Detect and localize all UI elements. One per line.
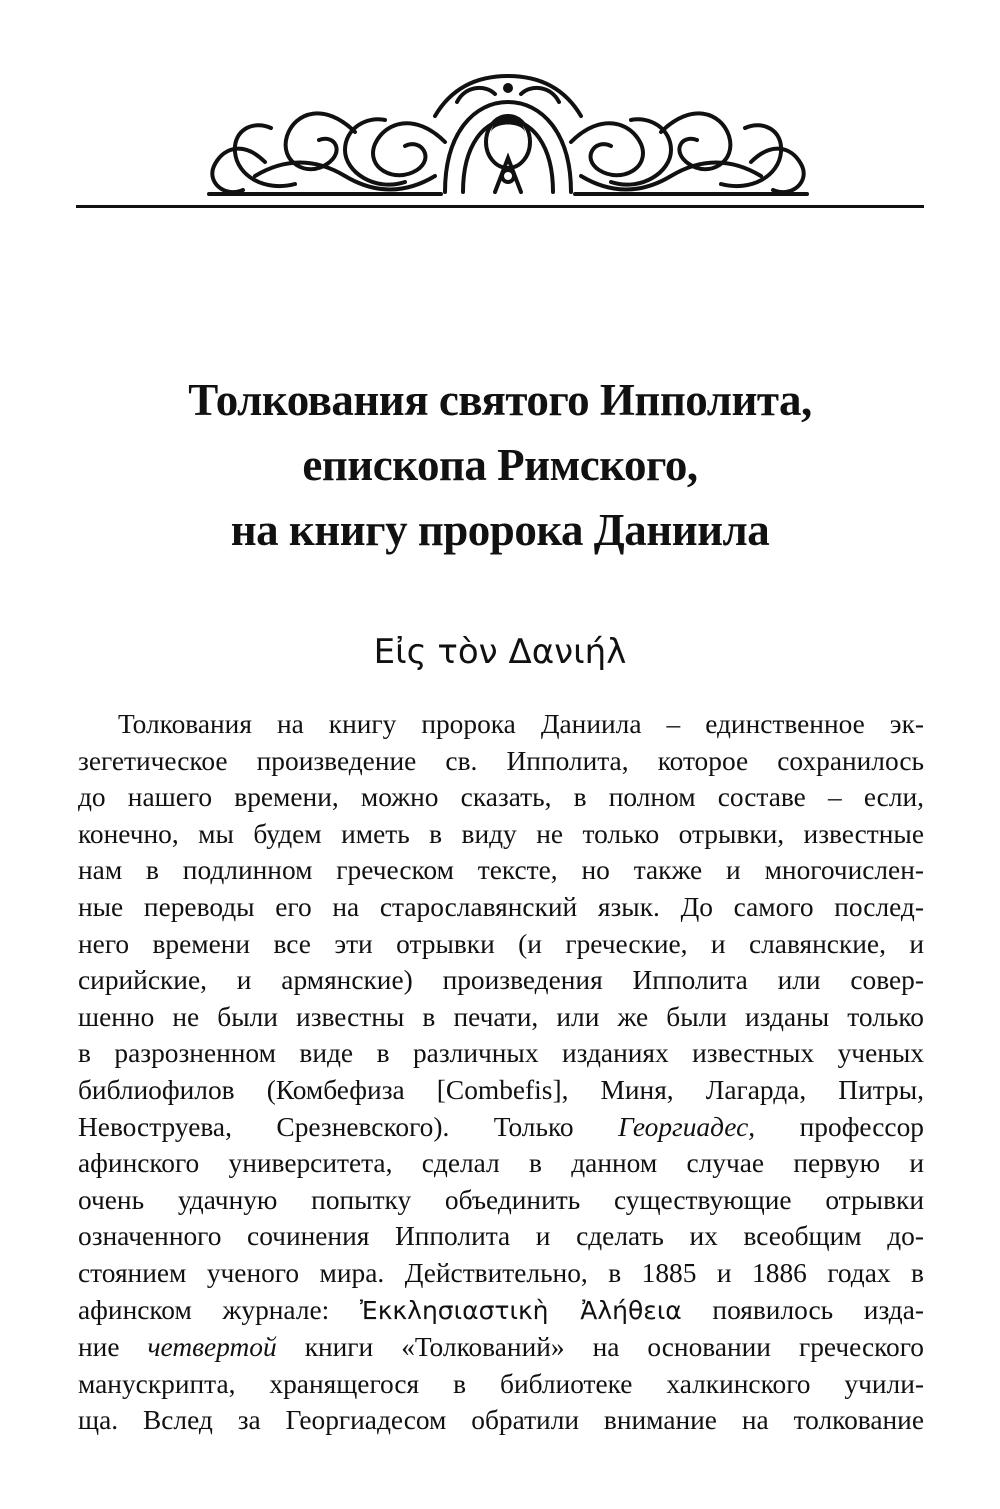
greek-journal-title: Ἐκκλησιαστικὴ Ἀλήθεια [359, 1295, 682, 1325]
body-paragraph [78, 706, 924, 1439]
body-text: книги «Толкований» на основании греческого [304, 1332, 924, 1363]
body-text: афинском журнале: [78, 1294, 330, 1325]
page-title [0, 368, 1000, 563]
body-line: ща. Вслед за Георгиадесом обратили внимание на толкование [78, 1405, 924, 1436]
body-line: зегетическое произведение св. Ипполита, которое сохранилось [78, 745, 924, 776]
decorative-headpiece [195, 72, 821, 204]
body-text: появилось изда- [712, 1294, 924, 1325]
body-line-mixed [78, 1109, 924, 1146]
title-line-3: на книгу пророка Даниила [230, 505, 770, 555]
body-line: означенного сочинения Ипполита и сделать их всеобщим до- [78, 1221, 924, 1252]
body-line-mixed [78, 1292, 924, 1330]
body-text: ние [78, 1332, 120, 1363]
body-line: очень удачную попытку объединить существующие отрывки [78, 1184, 924, 1215]
title-line-2: епископа Римского, [302, 440, 698, 490]
body-line: афинского университета, сделал в данном случае первую и [78, 1148, 924, 1179]
body-line: конечно, мы будем иметь в виду не только отрывки, известные [78, 818, 924, 849]
greek-subtitle: Εἰς τὸν Δανιήλ [373, 632, 627, 672]
body-line: сирийские, и армянские) произведения Ипполита или совер- [78, 965, 924, 996]
italic-name: Георгиадес, [618, 1111, 756, 1142]
body-line: ные переводы его на старославянский язык. До самого послед- [78, 891, 924, 922]
body-line: шенно не были известны в печати, или же были изданы только [78, 1001, 924, 1032]
header-rule [76, 205, 924, 208]
body-line: Толкования на книгу пророка Даниила – единственное эк- [118, 709, 924, 739]
body-text: Невоструева, Срезневского). Только [78, 1111, 574, 1142]
title-line-1: Толкования святого Ипполита, [188, 375, 812, 425]
body-line: до нашего времени, можно сказать, в полном составе – если, [78, 782, 924, 813]
italic-word: четвертой [147, 1332, 277, 1363]
ornament-knotwork-icon [195, 72, 821, 204]
body-line-mixed [78, 1329, 924, 1366]
body-text: профессор [799, 1111, 924, 1142]
body-line: в разрозненном виде в различных изданиях известных ученых [78, 1038, 924, 1069]
body-line: стоянием ученого мира. Действительно, в 1885 и 1886 годах в [78, 1257, 924, 1288]
body-line: манускрипта, хранящегося в библиотеке халкинского учили- [78, 1368, 924, 1399]
body-line: библиофилов (Комбефиза [Combefis], Миня, Лагарда, Питры, [78, 1074, 924, 1105]
body-line: него времени все эти отрывки (и греческие, и славянские, и [78, 928, 924, 959]
body-line: нам в подлинном греческом тексте, но также и многочислен- [78, 855, 924, 886]
